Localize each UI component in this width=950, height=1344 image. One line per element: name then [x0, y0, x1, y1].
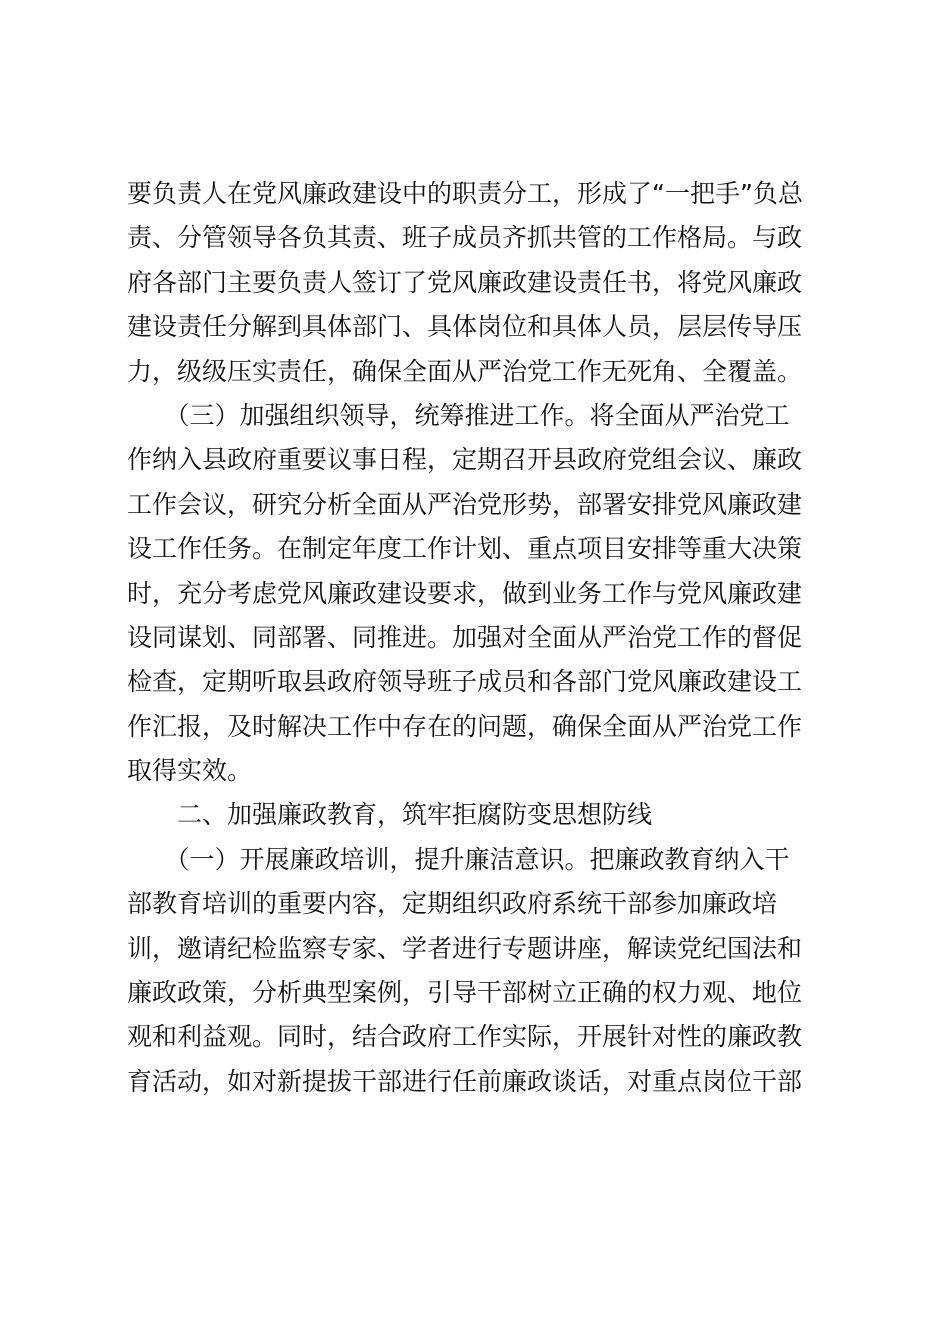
text-line: 府各部门主要负责人签订了党风廉政建设责任书，将党风廉政	[127, 267, 803, 297]
text-line: 时，充分考虑党风廉政建设要求，做到业务工作与党风廉政建	[127, 578, 803, 608]
text-line: 廉政政策，分析典型案例，引导干部树立正确的权力观、地位	[127, 978, 803, 1008]
text-line: 训，邀请纪检监察专家、学者进行专题讲座，解读党纪国法和	[127, 933, 803, 963]
text-line: 育活动，如对新提拔干部进行任前廉政谈话，对重点岗位干部	[127, 1066, 803, 1096]
body-text	[127, 172, 827, 1104]
text-line: 观和利益观。同时，结合政府工作实际，开展针对性的廉政教	[127, 1022, 803, 1052]
text-line: （一）开展廉政培训，提升廉洁意识。把廉政教育纳入干	[127, 844, 790, 874]
text-line: （三）加强组织领导，统筹推进工作。将全面从严治党工	[127, 400, 790, 430]
text-line: 取得实效。	[127, 756, 253, 786]
text-line: 要负责人在党风廉政建设中的职责分工，形成了“一把手”负总	[127, 179, 803, 208]
section-heading: 二、加强廉政教育，筑牢拒腐防变思想防线	[127, 800, 653, 830]
text-line: 力，级级压实责任，确保全面从严治党工作无死角、全覆盖。	[127, 356, 803, 386]
text-line: 检查，定期听取县政府领导班子成员和各部门党风廉政建设工	[127, 667, 803, 697]
text-line: 作纳入县政府重要议事日程，定期召开县政府党组会议、廉政	[127, 445, 803, 475]
text-line: 设工作任务。在制定年度工作计划、重点项目安排等重大决策	[127, 534, 803, 564]
text-line: 部教育培训的重要内容，定期组织政府系统干部参加廉政培	[127, 889, 778, 919]
text-line: 责、分管领导各负其责、班子成员齐抓共管的工作格局。与政	[127, 223, 803, 253]
text-line: 作汇报，及时解决工作中存在的问题，确保全面从严治党工作	[127, 711, 803, 741]
text-line: 建设责任分解到具体部门、具体岗位和具体人员，层层传导压	[127, 312, 803, 342]
text-line: 工作会议，研究分析全面从严治党形势，部署安排党风廉政建	[127, 489, 803, 519]
text-line: 设同谋划、同部署、同推进。加强对全面从严治党工作的督促	[127, 622, 803, 652]
